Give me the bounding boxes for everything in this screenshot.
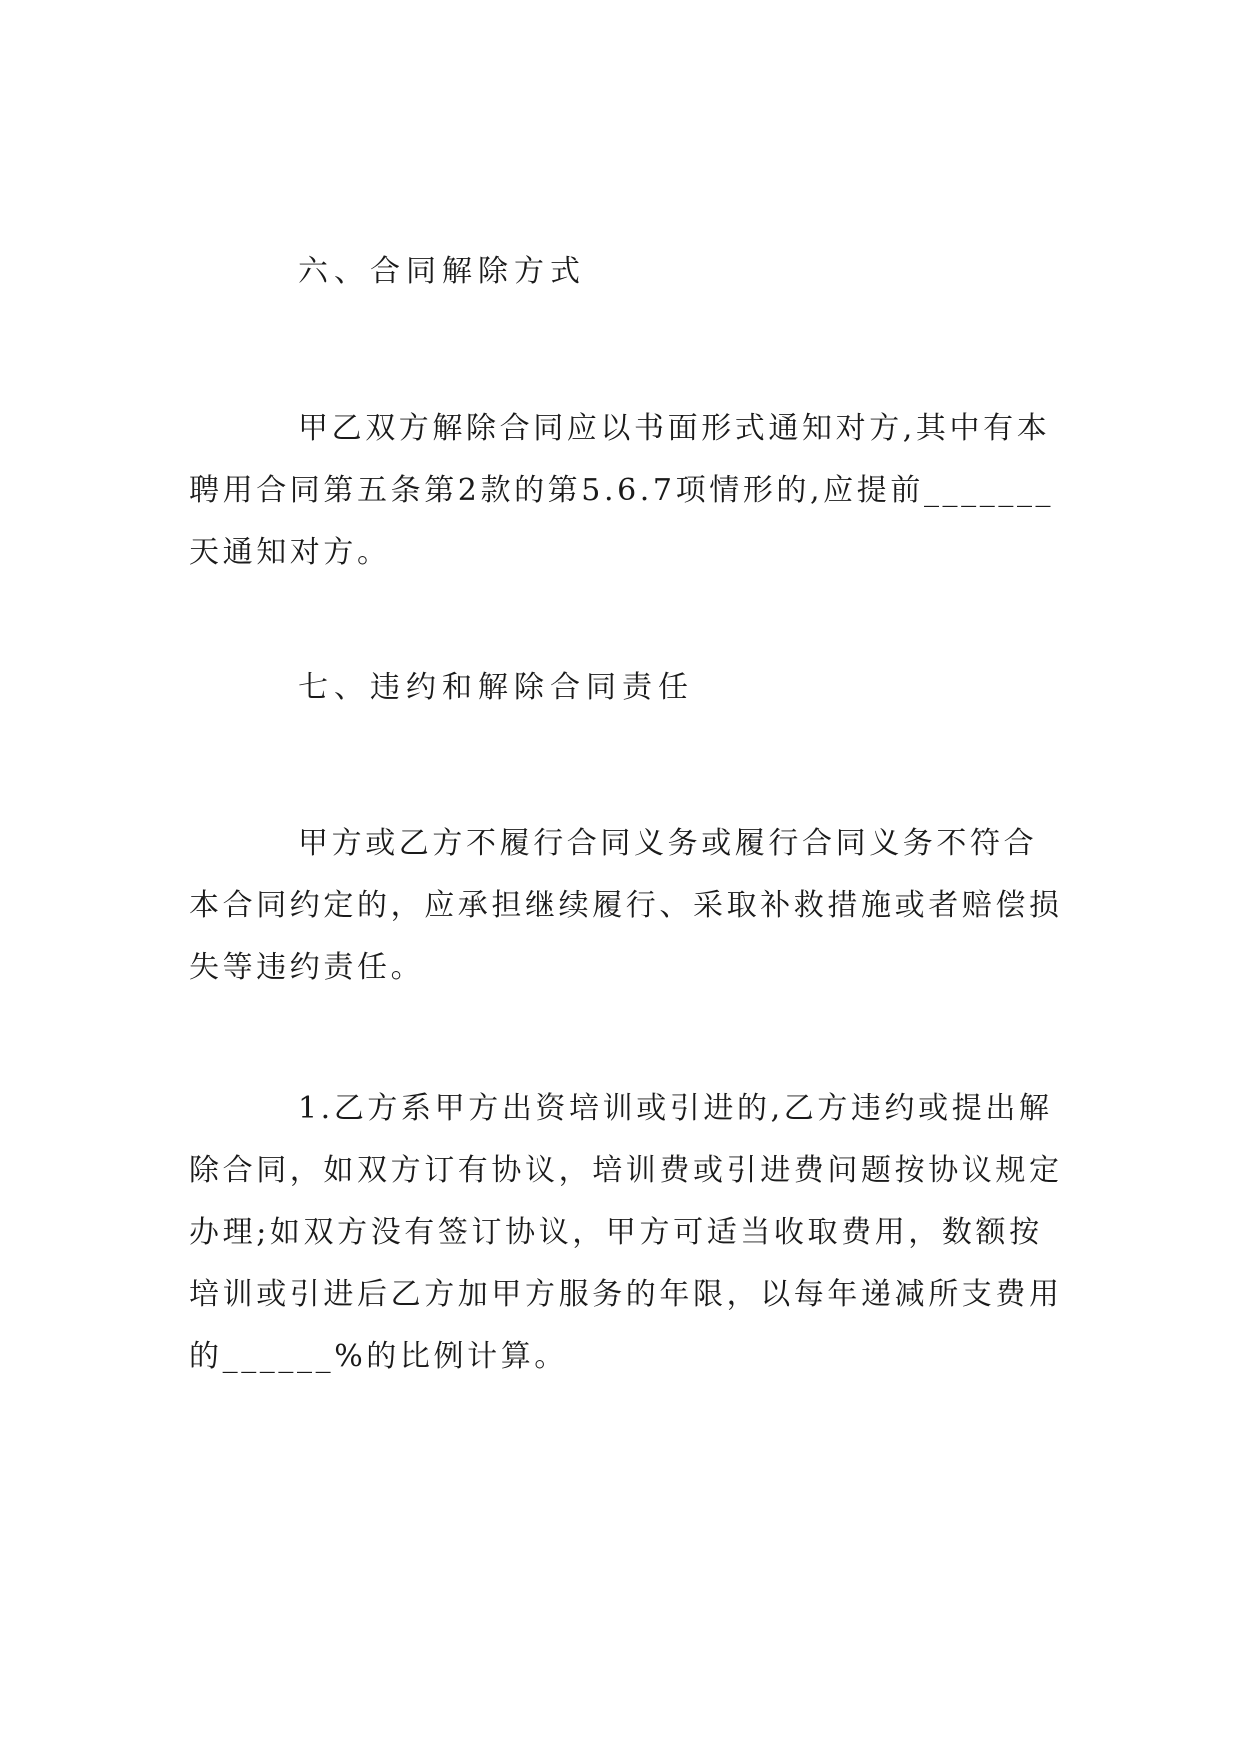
paragraph-line: 本合同约定的，应承担继续履行、采取补救措施或者赔偿损 [189,888,1063,923]
section-7-heading: 七、违约和解除合同责任 [298,670,694,705]
section-6-paragraph [189,398,1055,584]
paragraph-line: 甲方或乙方不履行合同义务或履行合同义务不符合 [298,826,1038,861]
paragraph-line: 办理;如双方没有签订协议，甲方可适当收取费用，数额按 [189,1215,1043,1250]
section-6-heading: 六、合同解除方式 [298,254,586,289]
paragraph-line: 除合同，如双方订有协议，培训费或引进费问题按协议规定 [189,1153,1063,1188]
paragraph-line: 培训或引进后乙方加甲方服务的年限，以每年递减所支费用 [189,1277,1063,1312]
paragraph-line: 天通知对方。 [189,535,391,570]
paragraph-line: 甲乙双方解除合同应以书面形式通知对方,其中有本 [298,411,1051,446]
clause-1-paragraph [189,1078,1063,1388]
section-7-paragraph [189,813,1063,999]
paragraph-line: 失等违约责任。 [189,950,425,985]
paragraph-line: 1.乙方系甲方出资培训或引进的,乙方违约或提出解 [298,1091,1053,1126]
paragraph-line: 聘用合同第五条第2款的第5.6.7项情形的,应提前_______ [189,473,1055,508]
paragraph-line: 的______%的比例计算。 [189,1339,568,1374]
